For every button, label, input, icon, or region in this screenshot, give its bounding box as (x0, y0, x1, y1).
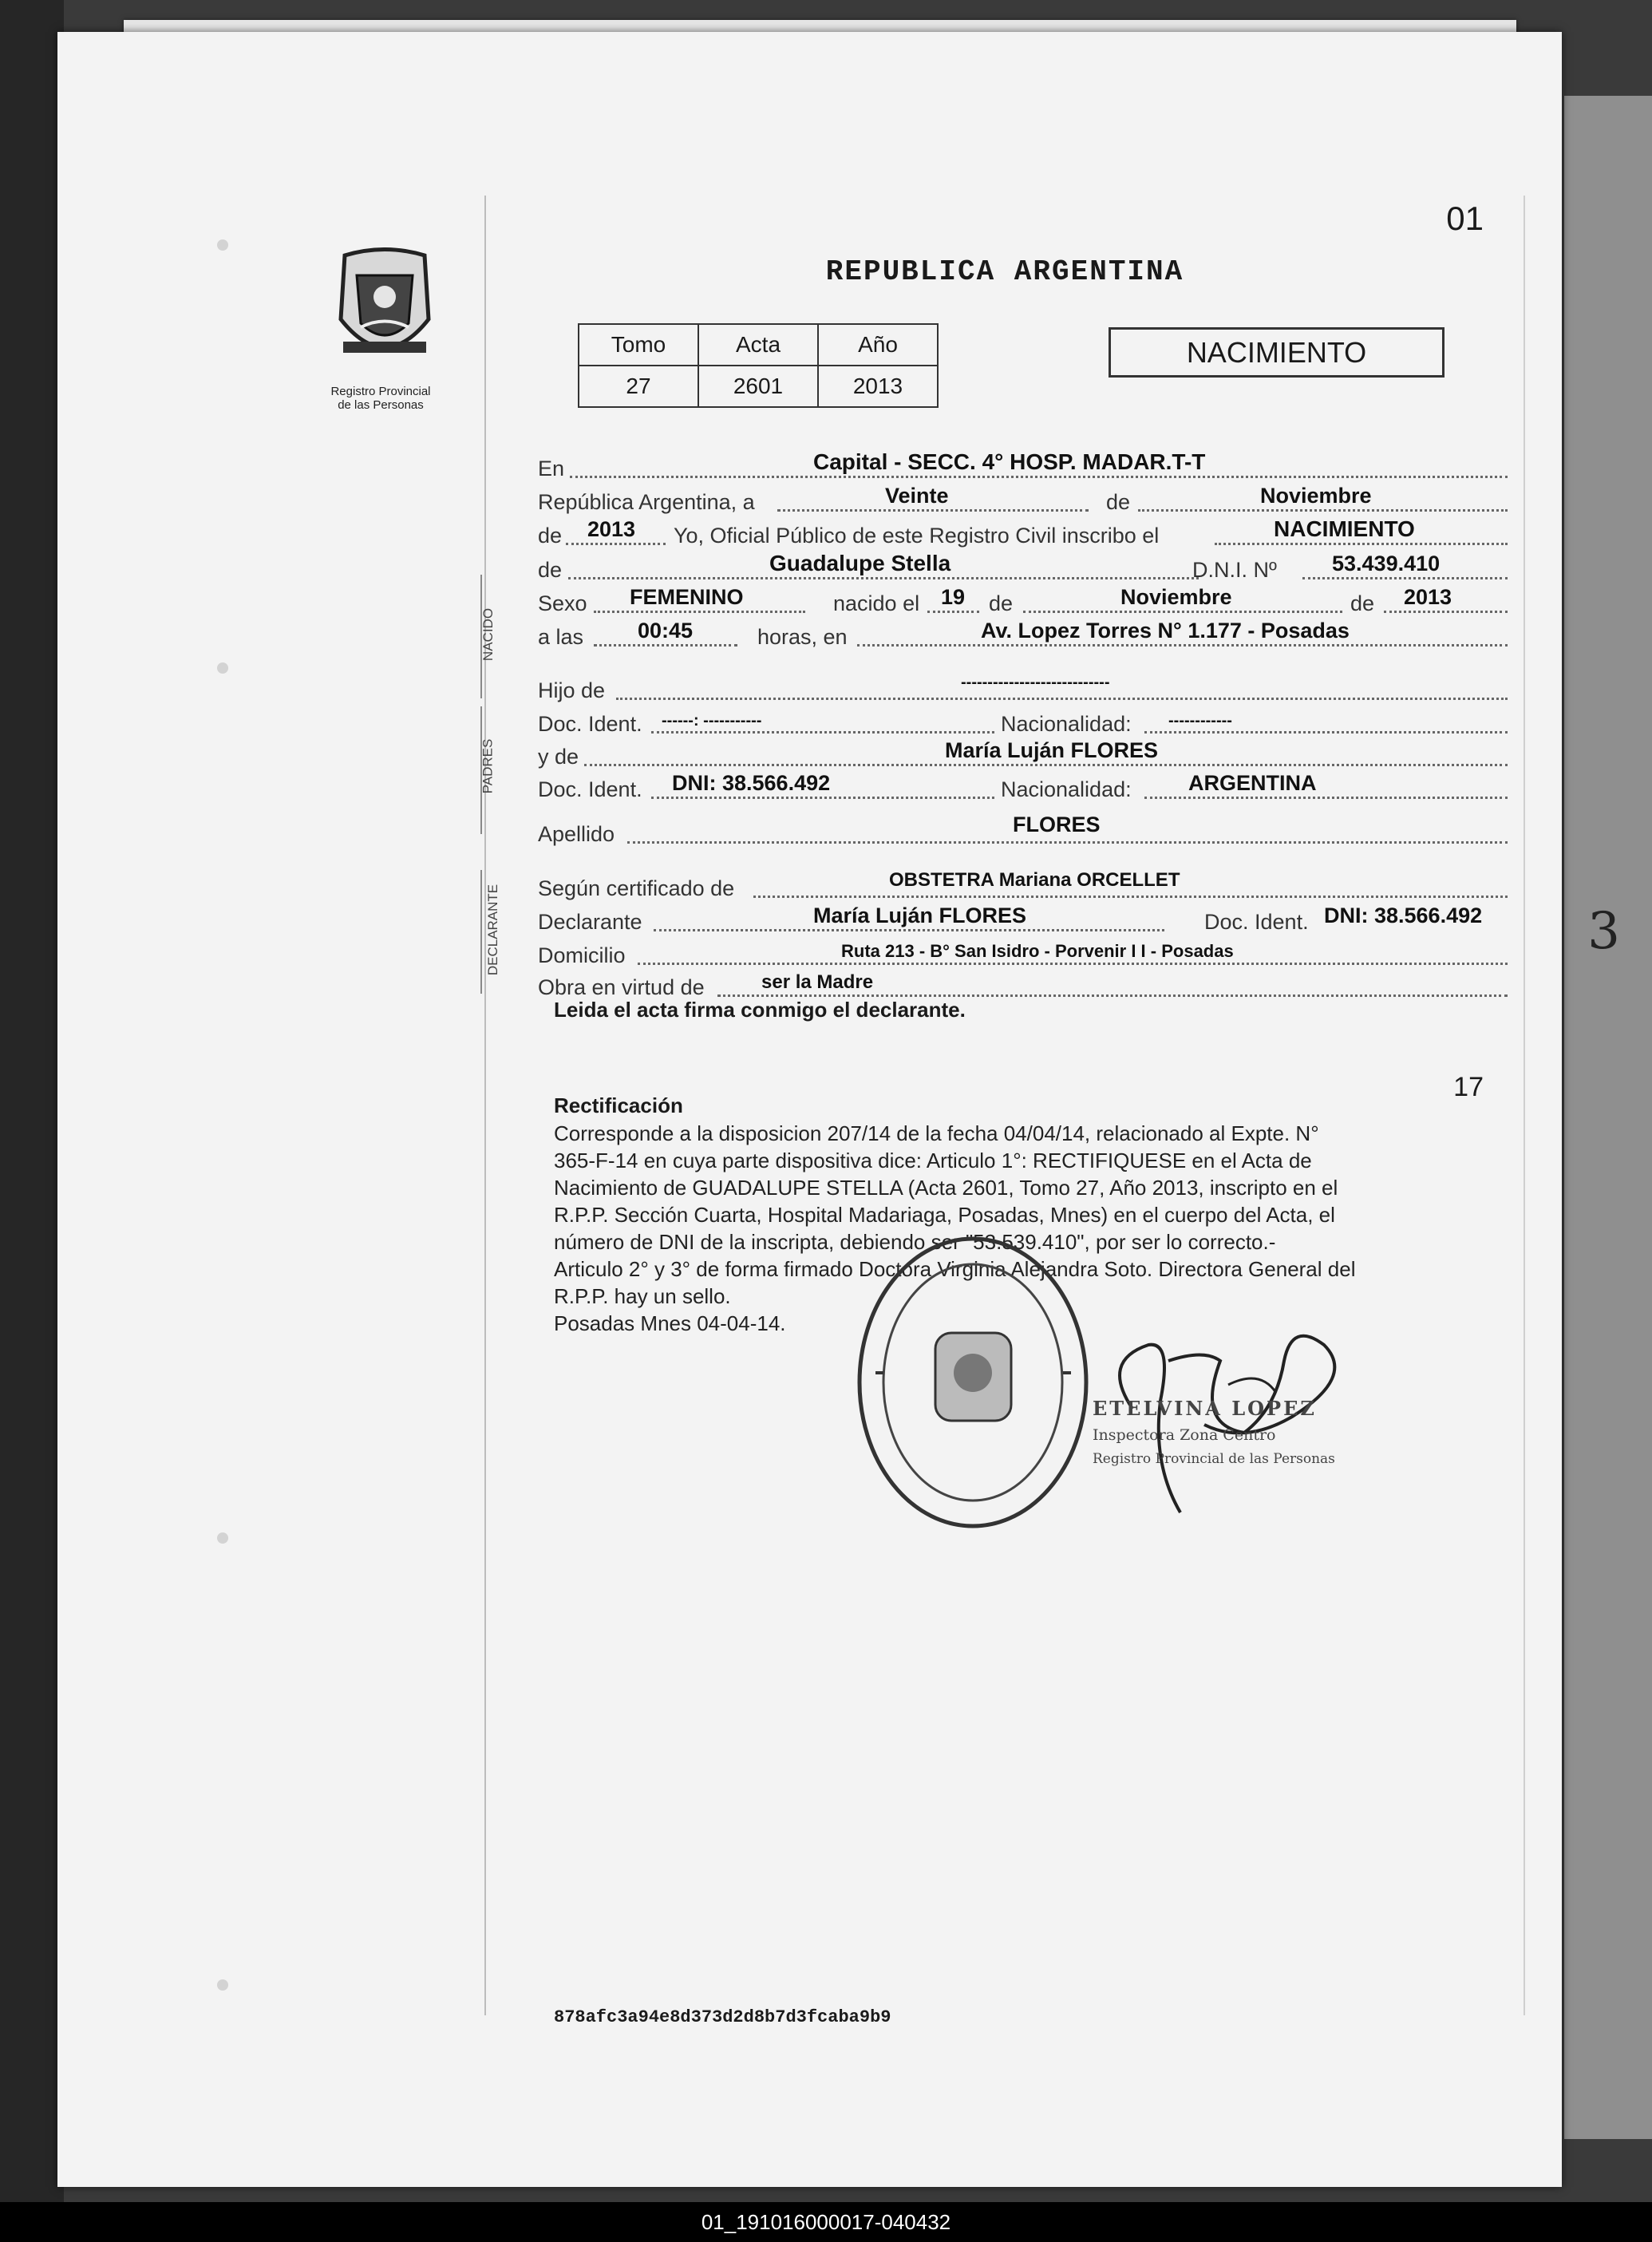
value-apellido: FLORES (1013, 813, 1101, 836)
value-obra: ser la Madre (761, 971, 874, 993)
value-birth-month: Noviembre (1120, 585, 1232, 609)
value-nacionalidad-1: ------------ (1168, 712, 1232, 730)
fill-line (857, 644, 1508, 647)
label-de-4: de (989, 591, 1014, 615)
value-birth-day: 19 (941, 585, 966, 609)
value-segun: OBSTETRA Mariana ORCELLET (889, 869, 1180, 891)
label-doc-1: Doc. Ident. (538, 712, 642, 736)
record-reference-table (578, 323, 939, 408)
value-name: Guadalupe Stella (769, 551, 951, 575)
value-place: Av. Lopez Torres N° 1.177 - Posadas (981, 619, 1350, 643)
rectification-title: Rectificación (554, 1093, 683, 1117)
form-row-inscribo (538, 518, 1508, 550)
fill-line (1023, 611, 1342, 613)
form-row-hijo (538, 673, 1508, 705)
logo-caption (297, 385, 464, 412)
page-number: 01 (1446, 200, 1484, 237)
section-label-declarante: DECLARANTE (485, 884, 501, 976)
fill-line (1215, 543, 1508, 545)
punch-hole (217, 662, 228, 674)
table-header-tomo: Tomo (579, 324, 698, 366)
fill-line (651, 731, 994, 733)
fill-line (717, 994, 1508, 997)
rectification-line: R.P.P. hay un sello. (554, 1284, 731, 1308)
rectification-line: Corresponde a la disposicion 207/14 de la fecha 04/04/14, relacionado al Expte. N° (554, 1121, 1319, 1145)
closing-statement: Leida el acta firma conmigo el declarante. (554, 998, 966, 1022)
birth-record (480, 196, 1525, 2027)
side-mark: 3 (1587, 902, 1620, 961)
filename-footer: 01_191016000017-040432 (0, 2202, 1652, 2242)
fill-line (777, 509, 1089, 512)
signature-organization: Registro Provincial de las Personas (1093, 1451, 1335, 1467)
label-nacionalidad-1: Nacionalidad: (1001, 712, 1132, 736)
table-cell-anio: 2013 (818, 366, 938, 407)
rectification-number: 17 (1453, 1072, 1484, 1102)
label-de-3: de (538, 558, 563, 582)
table-row (579, 366, 938, 407)
form-row-fecha (538, 484, 1508, 516)
label-apellido: Apellido (538, 822, 615, 846)
value-hijo: ---------------------------- (961, 674, 1110, 691)
form-row-apellido (538, 813, 1508, 848)
value-year: 2013 (587, 517, 636, 541)
document-hash: 878afc3a94e8d373d2d8b7d3fcaba9b9 (554, 2007, 891, 2027)
value-birth-year: 2013 (1404, 585, 1452, 609)
fill-line (1384, 611, 1508, 613)
official-stamp (852, 1229, 1095, 1536)
rectification-line: R.P.P. Sección Cuarta, Hospital Madariaga, Posadas, Mnes) en el cuerpo del Acta, el (554, 1203, 1335, 1227)
form-row-madre (538, 739, 1508, 771)
fill-line (927, 611, 979, 613)
fill-line (1138, 509, 1508, 512)
value-declarante: María Luján FLORES (813, 904, 1027, 927)
label-de-2: de (538, 524, 563, 548)
form-row-doc-2 (538, 772, 1508, 804)
label-de-5: de (1350, 591, 1375, 615)
fill-line (616, 698, 1508, 700)
form-row-obra (538, 970, 1508, 1002)
form-row-certificado (538, 871, 1508, 903)
value-sexo: FEMENINO (630, 585, 744, 609)
fill-line (566, 543, 666, 545)
value-domicilio: Ruta 213 - B° San Isidro - Porvenir I I - Posadas (841, 941, 1234, 961)
fill-line (584, 764, 1508, 766)
section-divider (480, 870, 482, 994)
signature-name: ETELVINA LOPEZ (1093, 1397, 1317, 1420)
value-en: Capital - SECC. 4° HOSP. MADAR.T-T (813, 449, 1206, 474)
table-header-anio: Año (818, 324, 938, 366)
label-sexo: Sexo (538, 591, 587, 615)
value-time: 00:45 (638, 619, 694, 643)
form-row-declarante (538, 904, 1508, 936)
signature-role: Inspectora Zona Centro (1093, 1426, 1276, 1444)
section-label-padres: PADRES (480, 738, 496, 794)
label-en: En (538, 457, 565, 480)
section-label-nacido: NACIDO (480, 607, 496, 662)
fill-line (1144, 731, 1508, 733)
label-segun: Según certificado de (538, 876, 735, 900)
value-dni: 53.439.410 (1332, 552, 1441, 575)
label-doc-3: Doc. Ident. (1204, 910, 1309, 934)
value-day: Veinte (885, 484, 949, 508)
rectification-line: Articulo 2° y 3° de forma firmado Doctora Virginia Alejandra Soto. Directora General del (554, 1257, 1356, 1281)
table-cell-tomo: 27 (579, 366, 698, 407)
fill-line (594, 611, 805, 613)
handwritten-signature (1085, 1313, 1368, 1536)
logo-caption-line-1: Registro Provincial (330, 385, 431, 398)
label-de: de (1106, 490, 1131, 514)
background-left (0, 0, 64, 2242)
label-domicilio: Domicilio (538, 943, 626, 967)
fill-line (1144, 797, 1508, 799)
fill-line (568, 577, 1199, 579)
label-oficial: Yo, Oficial Público de este Registro Civil inscribo el (674, 524, 1160, 548)
table-header-row (579, 324, 938, 366)
value-doc-2: DNI: 38.566.492 (672, 771, 831, 795)
fill-line (570, 476, 1508, 478)
fill-line (1302, 577, 1508, 579)
form-row-nombre (538, 552, 1508, 584)
table-header-acta: Acta (698, 324, 818, 366)
label-yde: y de (538, 745, 579, 769)
form-row-hora (538, 619, 1508, 651)
fill-line (651, 797, 994, 799)
label-alas: a las (538, 625, 584, 649)
label-horas: horas, en (757, 625, 848, 649)
background-right (1564, 96, 1652, 2139)
punch-hole (217, 1979, 228, 1991)
rectification-line: Posadas Mnes 04-04-14. (554, 1311, 786, 1335)
label-republica: República Argentina, a (538, 490, 755, 514)
page-title: REPUBLICA ARGENTINA (825, 255, 1184, 288)
rectification-line: 365-F-14 en cuya parte dispositiva dice: Articulo 1°: RECTIFIQUESE en el Acta de (554, 1149, 1312, 1172)
form-row-doc-1 (538, 706, 1508, 738)
coat-of-arms-logo (329, 247, 441, 367)
document-sheet (57, 32, 1562, 2187)
form-row-sexo (538, 586, 1508, 618)
label-doc-2: Doc. Ident. (538, 777, 642, 801)
value-mother: María Luján FLORES (945, 738, 1159, 762)
rectification-line: número de DNI de la inscripta, debiendo ser "53.539.410", por ser lo correcto.- (554, 1230, 1276, 1254)
value-doc-3: DNI: 38.566.492 (1324, 904, 1483, 927)
value-nacionalidad-2: ARGENTINA (1188, 771, 1317, 795)
fill-line (627, 841, 1508, 844)
label-nacionalidad-2: Nacionalidad: (1001, 777, 1132, 801)
value-doc-1: ------: ----------- (662, 712, 762, 730)
logo-caption-line-2: de las Personas (338, 398, 424, 412)
form-row-domicilio (538, 938, 1508, 970)
fill-line (753, 896, 1508, 898)
fill-line (654, 929, 1164, 931)
label-declarante: Declarante (538, 910, 642, 934)
value-month: Noviembre (1260, 484, 1372, 508)
table-cell-acta: 2601 (698, 366, 818, 407)
value-inscribo: NACIMIENTO (1274, 516, 1415, 541)
label-hijo: Hijo de (538, 678, 606, 702)
label-nacido: nacido el (833, 591, 920, 615)
document-type-box: NACIMIENTO (1109, 327, 1445, 378)
fill-line (638, 963, 1508, 965)
punch-hole (217, 239, 228, 251)
punch-hole (217, 1532, 228, 1544)
label-obra: Obra en virtud de (538, 975, 705, 999)
fill-line (594, 644, 737, 647)
label-dni: D.N.I. Nº (1192, 558, 1277, 582)
form-row-en (538, 451, 1508, 483)
rectification-line: Nacimiento de GUADALUPE STELLA (Acta 2601, Tomo 27, Año 2013, inscripto en el (554, 1176, 1338, 1200)
